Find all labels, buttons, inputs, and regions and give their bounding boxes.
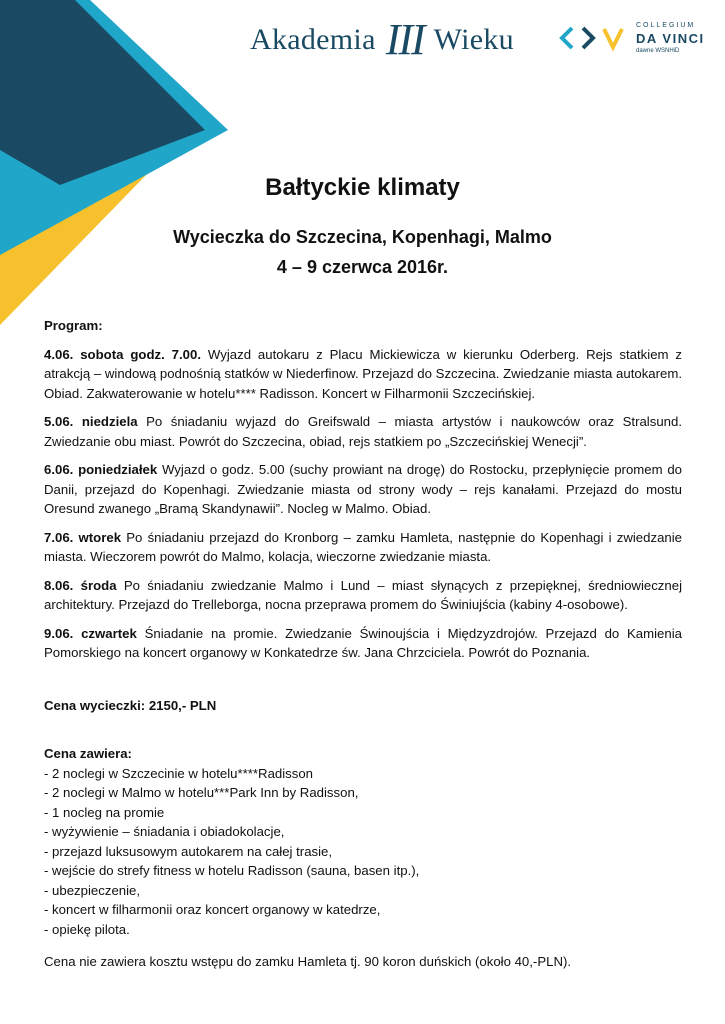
cdv-wordmark xyxy=(636,22,705,54)
day-label: 9.06. czwartek xyxy=(44,625,137,641)
program-day xyxy=(44,460,682,519)
cdv-mark-icon xyxy=(558,23,628,53)
subtitle-dates: 4 – 9 czerwca 2016r. xyxy=(276,257,449,277)
document-body xyxy=(44,316,682,972)
program-heading: Program: xyxy=(44,318,103,333)
day-label: 5.06. niedziela xyxy=(44,414,138,429)
akademia-logo-roman-numeral: III xyxy=(385,15,424,64)
day-description: Wyjazd o godz. 5.00 (suchy prowiant na drogę) do Rostocku, przepłynięcie promem do Danii, przejazd do Kopenhagi. Zwiedzanie miasta od strony wody – rejs kanałami. Przejazd do mostu Oresund zwanego „Bramą Skandynawii”. Nocleg w Malmo. Obiad. xyxy=(44,462,682,516)
program-day xyxy=(44,576,682,615)
day-description: Wyjazd autokaru z Placu Mickiewicza w kierunku Oderberg. Rejs statkiem z atrakcją – windową podnośnią statków w Niederfinow. Przejazd do Szczecina. Zwiedzanie miasta autokarem. Obiad. Zakwaterowanie w hotelu**** Radisson. Koncert w Filharmonii Szczecińskiej. xyxy=(44,346,683,401)
program-day xyxy=(44,624,682,663)
day-description: Po śniadaniu wyjazd do Greifswald – miasta artystów i naukowców oraz Stralsund. Zwiedzanie obu miast. Powrót do Szczecina, obiad, rejs statkiem po „Szczecińskiej Wenecji”. xyxy=(44,414,683,449)
program-day xyxy=(44,412,682,451)
list-item: - 2 noclegi w Szczecinie w hotelu****Radisson xyxy=(44,765,314,781)
page-title: Bałtyckie klimaty xyxy=(265,174,460,201)
list-item: - wejście do strefy fitness w hotelu Radisson (sauna, basen itp.), xyxy=(44,863,420,878)
day-description: Śniadanie na promie. Zwiedzanie Świnoujścia i Międzyzdrojów. Przejazd do Kamienia Pomorskiego na koncert organowy w Konkatedrze św. Jana Chrzciciela. Powrót do Poznania. xyxy=(44,625,682,660)
collegium-da-vinci-logo xyxy=(558,22,705,54)
day-label: 8.06. środa xyxy=(44,577,117,593)
day-label: 4.06. sobota godz. 7.00. xyxy=(44,346,201,362)
list-item: - opiekę pilota. xyxy=(44,921,130,937)
trip-price: Cena wycieczki: 2150,- PLN xyxy=(44,697,217,713)
program-day xyxy=(44,528,682,567)
list-item: - ubezpieczenie, xyxy=(44,882,141,898)
day-description: Po śniadaniu przejazd do Kronborg – zamku Hamleta, następnie do Kopenhagi i zwiedzanie miasta. Wieczorem powrót do Malmo, kolacja, wieczorne zwiedzanie miasta. xyxy=(44,529,683,564)
page-subtitle xyxy=(0,222,725,282)
akademia-logo-word2: Wieku xyxy=(433,23,514,56)
list-item: - koncert w filharmonii oraz koncert organowy w katedrze, xyxy=(44,902,381,917)
day-label: 6.06. poniedziałek xyxy=(44,462,158,477)
price-excludes-note: Cena nie zawiera kosztu wstępu do zamku Hamleta tj. 90 koron duńskich (około 40,-PLN). xyxy=(44,954,572,969)
list-item: - wyżywienie – śniadania i obiadokolacje, xyxy=(44,824,285,839)
cdv-former-name-label: dawne WSNHiD xyxy=(636,48,680,54)
day-label: 7.06. wtorek xyxy=(44,529,122,545)
includes-list xyxy=(44,764,682,940)
list-item: - przejazd luksusowym autokarem na całej trasie, xyxy=(44,843,333,859)
subtitle-destinations: Wycieczka do Szczecina, Kopenhagi, Malmo xyxy=(173,227,552,247)
day-description: Po śniadaniu zwiedzanie Malmo i Lund – miast słynących z przepięknej, średniowiecznej architektury. Przejazd do Trelleborga, nocna przeprawa promem do Świniujścia (kabiny 4-osobowe). xyxy=(44,577,682,612)
includes-heading: Cena zawiera: xyxy=(44,746,132,761)
cdv-da-vinci-label: DA VINCI xyxy=(636,31,705,46)
list-item: - 1 nocleg na promie xyxy=(44,804,165,820)
akademia-logo-word: Akademia xyxy=(250,23,376,56)
akademia-logo xyxy=(250,15,514,64)
cdv-collegium-label: COLLEGIUM xyxy=(636,22,696,29)
program-day xyxy=(44,345,682,404)
list-item: - 2 noclegi w Malmo w hotelu***Park Inn by Radisson, xyxy=(44,785,359,800)
